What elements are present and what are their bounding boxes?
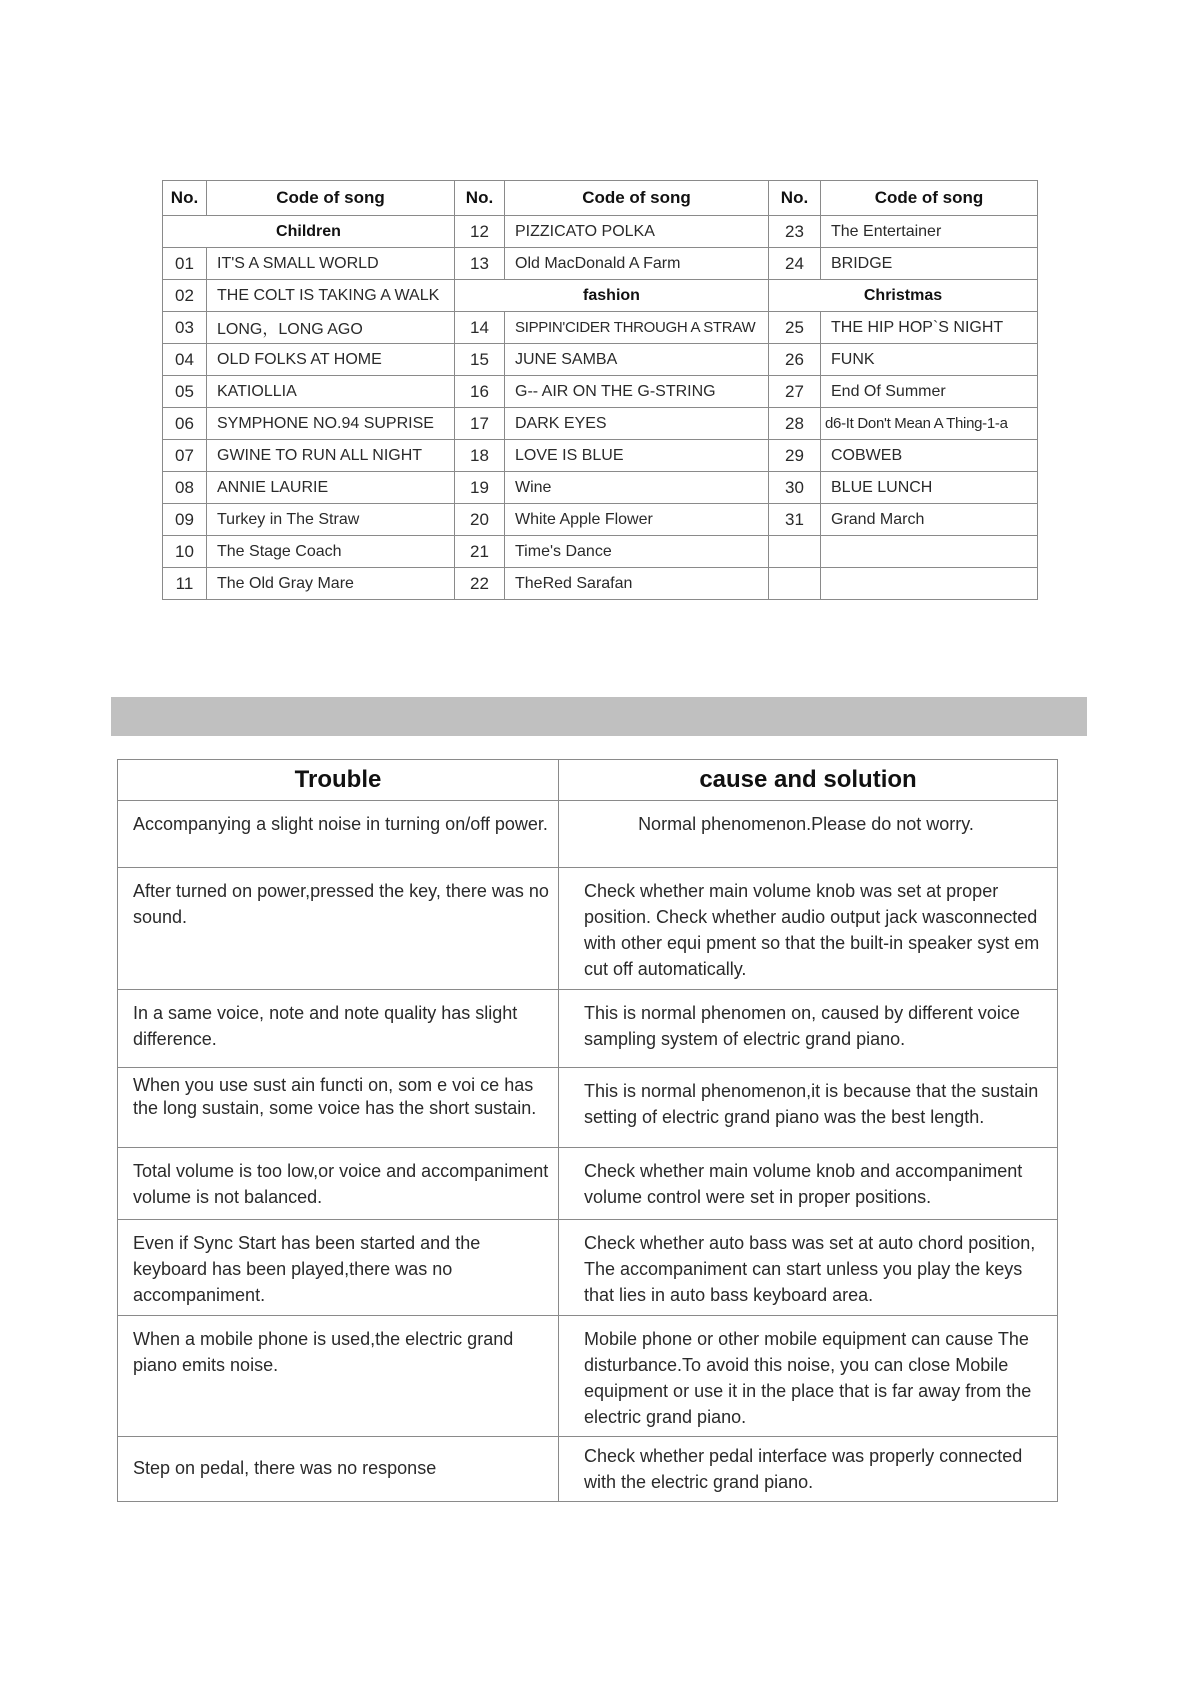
song-name: The Old Gray Mare — [207, 568, 455, 600]
song-number: 07 — [163, 440, 207, 472]
table-row — [163, 248, 1038, 280]
song-name: Wine — [505, 472, 769, 504]
song-number: 27 — [769, 376, 821, 408]
song-name: SYMPHONE NO.94 SUPRISE — [207, 408, 455, 440]
song-number: 20 — [455, 504, 505, 536]
table-row — [118, 990, 1058, 1068]
solution-text: This is normal phenomenon,it is because that the sustain setting of electric grand piano was the best length. — [559, 1068, 1058, 1148]
song-number: 17 — [455, 408, 505, 440]
troubleshooting-table — [117, 759, 1058, 1502]
header-code-of-song: Code of song — [207, 181, 455, 216]
song-table — [162, 180, 1038, 600]
song-name: d6-It Don't Mean A Thing-1-a — [821, 408, 1038, 440]
song-number: 05 — [163, 376, 207, 408]
table-row — [163, 472, 1038, 504]
solution-text: Normal phenomenon.Please do not worry. — [559, 801, 1058, 868]
solution-text: Check whether main volume knob was set at proper position. Check whether audio output jack wasconnected with other equi pment so that the built-in speaker syst em cut off automatically. — [559, 868, 1058, 990]
song-number: 19 — [455, 472, 505, 504]
song-name: LONG，LONG AGO — [207, 312, 455, 344]
song-name: BRIDGE — [821, 248, 1038, 280]
song-name: PIZZICATO POLKA — [505, 216, 769, 248]
header-no: No. — [769, 181, 821, 216]
song-name: White Apple Flower — [505, 504, 769, 536]
song-name: The Stage Coach — [207, 536, 455, 568]
song-name: Time's Dance — [505, 536, 769, 568]
header-cause-and-solution: cause and solution — [559, 760, 1058, 801]
song-number: 11 — [163, 568, 207, 600]
song-number: 21 — [455, 536, 505, 568]
song-number: 06 — [163, 408, 207, 440]
song-name: Grand March — [821, 504, 1038, 536]
song-name: Turkey in The Straw — [207, 504, 455, 536]
solution-text: Check whether main volume knob and accompaniment volume control were set in proper positions. — [559, 1148, 1058, 1220]
song-number: 13 — [455, 248, 505, 280]
table-row — [118, 1316, 1058, 1437]
table-row — [163, 216, 1038, 248]
troubleshooting-header-row — [118, 760, 1058, 801]
song-name: LOVE IS BLUE — [505, 440, 769, 472]
table-row — [118, 1068, 1058, 1148]
song-name: FUNK — [821, 344, 1038, 376]
song-number: 23 — [769, 216, 821, 248]
song-number: 04 — [163, 344, 207, 376]
table-row — [163, 536, 1038, 568]
empty-cell — [821, 568, 1038, 600]
song-name: JUNE SAMBA — [505, 344, 769, 376]
trouble-text: After turned on power,pressed the key, there was no sound. — [118, 868, 559, 990]
song-number: 01 — [163, 248, 207, 280]
section-divider-bar — [111, 697, 1087, 736]
header-no: No. — [455, 181, 505, 216]
song-number: 22 — [455, 568, 505, 600]
header-no: No. — [163, 181, 207, 216]
song-name: SIPPIN'CIDER THROUGH A STRAW — [505, 312, 769, 344]
song-number: 26 — [769, 344, 821, 376]
table-row — [118, 1148, 1058, 1220]
table-row — [163, 344, 1038, 376]
song-number: 28 — [769, 408, 821, 440]
song-number: 14 — [455, 312, 505, 344]
trouble-text: When a mobile phone is used,the electric grand piano emits noise. — [118, 1316, 559, 1437]
song-name: THE COLT IS TAKING A WALK — [207, 280, 455, 312]
song-name: Old MacDonald A Farm — [505, 248, 769, 280]
song-name: OLD FOLKS AT HOME — [207, 344, 455, 376]
song-number: 30 — [769, 472, 821, 504]
song-name: TheRed Sarafan — [505, 568, 769, 600]
table-row — [163, 504, 1038, 536]
header-code-of-song: Code of song — [821, 181, 1038, 216]
song-number: 12 — [455, 216, 505, 248]
song-name: The Entertainer — [821, 216, 1038, 248]
trouble-text: Even if Sync Start has been started and the keyboard has been played,there was no accompaniment. — [118, 1220, 559, 1316]
trouble-text: Accompanying a slight noise in turning on/off power. — [118, 801, 559, 868]
table-row — [163, 376, 1038, 408]
category-christmas: Christmas — [769, 280, 1038, 312]
table-row — [118, 1220, 1058, 1316]
song-name: End Of Summer — [821, 376, 1038, 408]
song-name: G-- AIR ON THE G-STRING — [505, 376, 769, 408]
table-row — [118, 1437, 1058, 1502]
header-trouble: Trouble — [118, 760, 559, 801]
song-name: KATIOLLIA — [207, 376, 455, 408]
category-children: Children — [163, 216, 455, 248]
song-name: THE HIP HOP`S NIGHT — [821, 312, 1038, 344]
song-name: GWINE TO RUN ALL NIGHT — [207, 440, 455, 472]
category-fashion: fashion — [455, 280, 769, 312]
solution-text: Check whether pedal interface was properly connected with the electric grand piano. — [559, 1437, 1058, 1502]
song-number: 31 — [769, 504, 821, 536]
table-row — [163, 408, 1038, 440]
song-name: BLUE LUNCH — [821, 472, 1038, 504]
table-row — [163, 280, 1038, 312]
song-number: 29 — [769, 440, 821, 472]
song-table-header-row — [163, 181, 1038, 216]
song-number: 15 — [455, 344, 505, 376]
trouble-text: When you use sust ain functi on, som e voi ce has the long sustain, some voice has the short sustain. — [118, 1068, 559, 1148]
song-number: 09 — [163, 504, 207, 536]
song-number: 02 — [163, 280, 207, 312]
song-number: 10 — [163, 536, 207, 568]
trouble-text: Step on pedal, there was no response — [118, 1437, 559, 1502]
solution-text: This is normal phenomen on, caused by different voice sampling system of electric grand piano. — [559, 990, 1058, 1068]
song-name: IT'S A SMALL WORLD — [207, 248, 455, 280]
song-number: 16 — [455, 376, 505, 408]
trouble-text: Total volume is too low,or voice and accompaniment volume is not balanced. — [118, 1148, 559, 1220]
solution-text: Mobile phone or other mobile equipment can cause The disturbance.To avoid this noise, you can close Mobile equipment or use it in the place that is far away from the electric grand piano. — [559, 1316, 1058, 1437]
table-row — [118, 801, 1058, 868]
song-number: 08 — [163, 472, 207, 504]
header-code-of-song: Code of song — [505, 181, 769, 216]
table-row — [163, 440, 1038, 472]
table-row — [163, 568, 1038, 600]
song-number: 18 — [455, 440, 505, 472]
song-name: ANNIE LAURIE — [207, 472, 455, 504]
song-name: COBWEB — [821, 440, 1038, 472]
trouble-text: In a same voice, note and note quality has slight difference. — [118, 990, 559, 1068]
table-row — [163, 312, 1038, 344]
solution-text: Check whether auto bass was set at auto chord position, The accompaniment can start unless you play the keys that lies in auto bass keyboard area. — [559, 1220, 1058, 1316]
empty-cell — [769, 568, 821, 600]
table-row — [118, 868, 1058, 990]
song-number: 03 — [163, 312, 207, 344]
song-number: 24 — [769, 248, 821, 280]
song-number: 25 — [769, 312, 821, 344]
song-name: DARK EYES — [505, 408, 769, 440]
empty-cell — [769, 536, 821, 568]
empty-cell — [821, 536, 1038, 568]
